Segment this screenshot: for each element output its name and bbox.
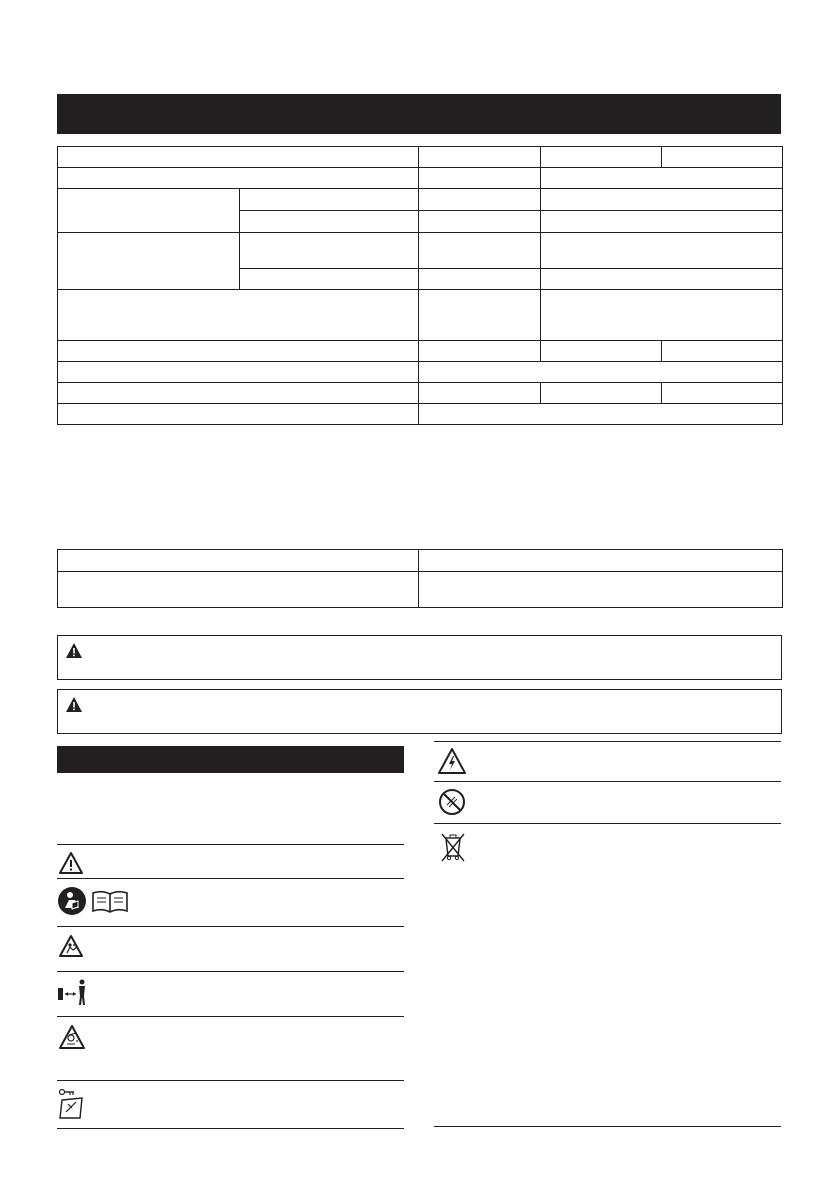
table-cell [240, 211, 419, 233]
table-cell [419, 404, 783, 425]
table-cell [58, 233, 240, 290]
table-cell [240, 189, 419, 211]
table-row [58, 550, 783, 572]
table-row [58, 168, 783, 189]
table-cell [541, 147, 662, 168]
table-cell [419, 147, 541, 168]
table-cell [419, 341, 541, 362]
table-cell [419, 168, 541, 189]
table-row [58, 147, 783, 168]
remove-battery-icon [58, 1088, 88, 1120]
table-cell [662, 341, 783, 362]
table-cell [58, 550, 419, 572]
symbols-title [57, 752, 65, 767]
warning-triangle-icon [65, 642, 83, 660]
table-cell [58, 572, 419, 608]
table-cell [541, 189, 783, 211]
caution-notice [57, 689, 782, 734]
table-row [58, 362, 783, 383]
warning-notice [57, 635, 782, 680]
specifications-header-bar [57, 94, 781, 134]
divider [57, 926, 404, 927]
divider [57, 971, 404, 972]
table-cell [419, 550, 783, 572]
table-row [58, 572, 783, 608]
symbols-header-bar [57, 746, 404, 773]
flying-objects-icon [58, 934, 84, 958]
table-cell [58, 362, 419, 383]
table-cell [419, 572, 783, 608]
table-cell [240, 233, 419, 269]
specifications-title [57, 106, 65, 122]
table-cell [58, 168, 419, 189]
warning-icon [58, 851, 84, 875]
table-cell [662, 383, 783, 404]
divider [434, 741, 781, 742]
table-cell [419, 233, 541, 269]
noise-table [57, 549, 783, 608]
no-metal-blade-icon [438, 788, 466, 816]
table-cell [58, 189, 240, 233]
table-cell [240, 269, 419, 290]
table-cell [419, 269, 541, 290]
divider [57, 1080, 404, 1081]
table-cell [541, 233, 783, 269]
table-row [58, 404, 783, 425]
table-cell [419, 362, 783, 383]
table-cell [58, 341, 419, 362]
table-cell [541, 211, 783, 233]
table-row [58, 290, 783, 341]
table-cell [541, 341, 662, 362]
divider [57, 878, 404, 879]
table-cell [58, 290, 419, 341]
divider [57, 1128, 404, 1129]
specifications-table [57, 146, 783, 425]
divider [57, 1016, 404, 1017]
table-row [58, 341, 783, 362]
table-row [58, 189, 783, 211]
table-cell [662, 147, 783, 168]
table-cell [419, 211, 541, 233]
divider [57, 844, 404, 845]
rotating-cutter-icon [58, 1024, 86, 1050]
table-cell [58, 404, 419, 425]
table-cell [541, 290, 783, 341]
table-row [58, 233, 783, 269]
table-cell [419, 383, 541, 404]
read-manual-icon [57, 886, 87, 916]
table-row [58, 383, 783, 404]
electric-hazard-icon [437, 747, 467, 775]
divider [434, 781, 781, 782]
table-cell [541, 168, 783, 189]
table-cell [419, 290, 541, 341]
table-cell [541, 269, 783, 290]
warning-triangle-icon [65, 696, 83, 714]
divider [434, 1126, 781, 1127]
keep-distance-icon [56, 978, 90, 1008]
divider [434, 823, 781, 824]
table-cell [419, 189, 541, 211]
table-cell [58, 147, 419, 168]
crossed-bin-icon [440, 831, 466, 863]
table-cell [58, 383, 419, 404]
table-cell [541, 383, 662, 404]
book-icon [90, 889, 130, 915]
